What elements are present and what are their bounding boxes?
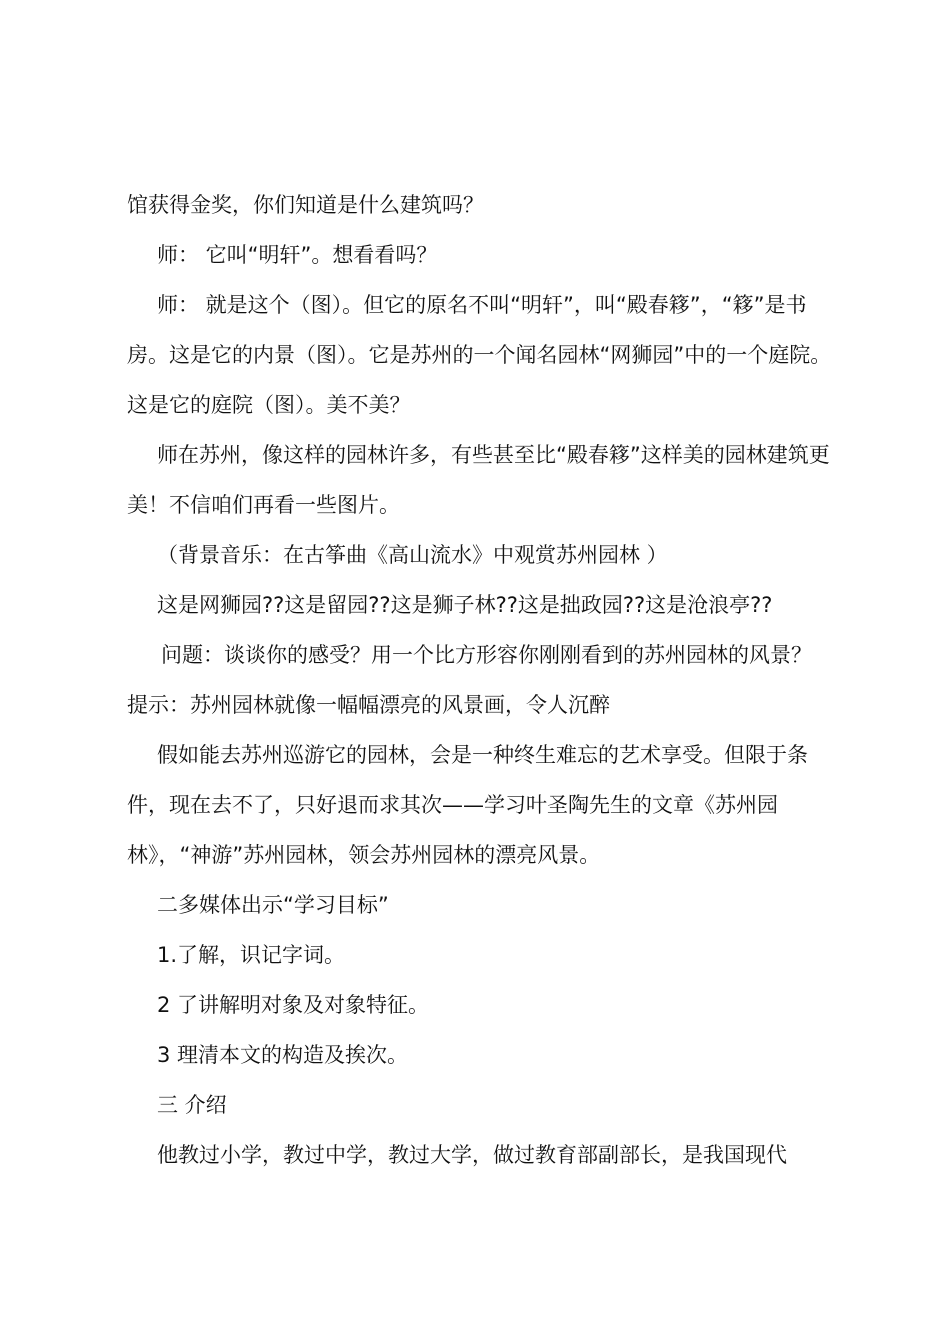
paragraph-11: 2 了讲解明对象及对象特征。 xyxy=(157,993,430,1017)
paragraph-7: 问题：谈谈你的感受？用一个比方形容你刚刚看到的苏州园林的风景？ 提示：苏州园林就像一幅幅漂亮的风景画，令人沉醉 xyxy=(127,643,812,717)
paragraph-8: 假如能去苏州巡游它的园林，会是一种终生难忘的艺术享受。但限于条件，现在去不了，只好退而求其次——学习叶圣陶先生的文章《苏州园林》，“神游”苏州园林，领会苏州园林的漂亮风景。 xyxy=(127,743,808,867)
document-body xyxy=(127,180,835,1180)
paragraph-4: 师在苏州，像这样的园林许多，有些甚至比“殿春簃”这样美的园林建筑更美！不信咱们再看一些图片。 xyxy=(127,443,830,517)
paragraph-10: 1.了解，识记字词。 xyxy=(157,943,346,967)
paragraph-13: 三 介绍 xyxy=(157,1093,227,1117)
paragraph-9: 二多媒体出示“学习目标” xyxy=(157,893,389,917)
paragraph-14: 他教过小学，教过中学，教过大学，做过教育部副部长，是我国现代 xyxy=(157,1143,787,1167)
paragraph-2: 师： 它叫“明轩”。想看看吗？ xyxy=(157,243,438,267)
paragraph-3: 师： 就是这个（图）。但它的原名不叫“明轩”，叫“殿春簃”，“簃”是书房。这是它的内景（图）。它是苏州的一个闻名园林“网狮园”中的一个庭院。这是它的庭院（图）。美不美？ xyxy=(127,293,832,417)
paragraph-6: 这是网狮园??这是留园??这是狮子林??这是拙政园??这是沧浪亭?? xyxy=(157,593,773,617)
paragraph-1: 馆获得金奖，你们知道是什么建筑吗？ xyxy=(127,193,484,217)
paragraph-5: （背景音乐：在古筝曲《高山流水》中观赏苏州园林 ） xyxy=(157,543,668,567)
paragraph-12: 3 理清本文的构造及挨次。 xyxy=(157,1043,409,1067)
